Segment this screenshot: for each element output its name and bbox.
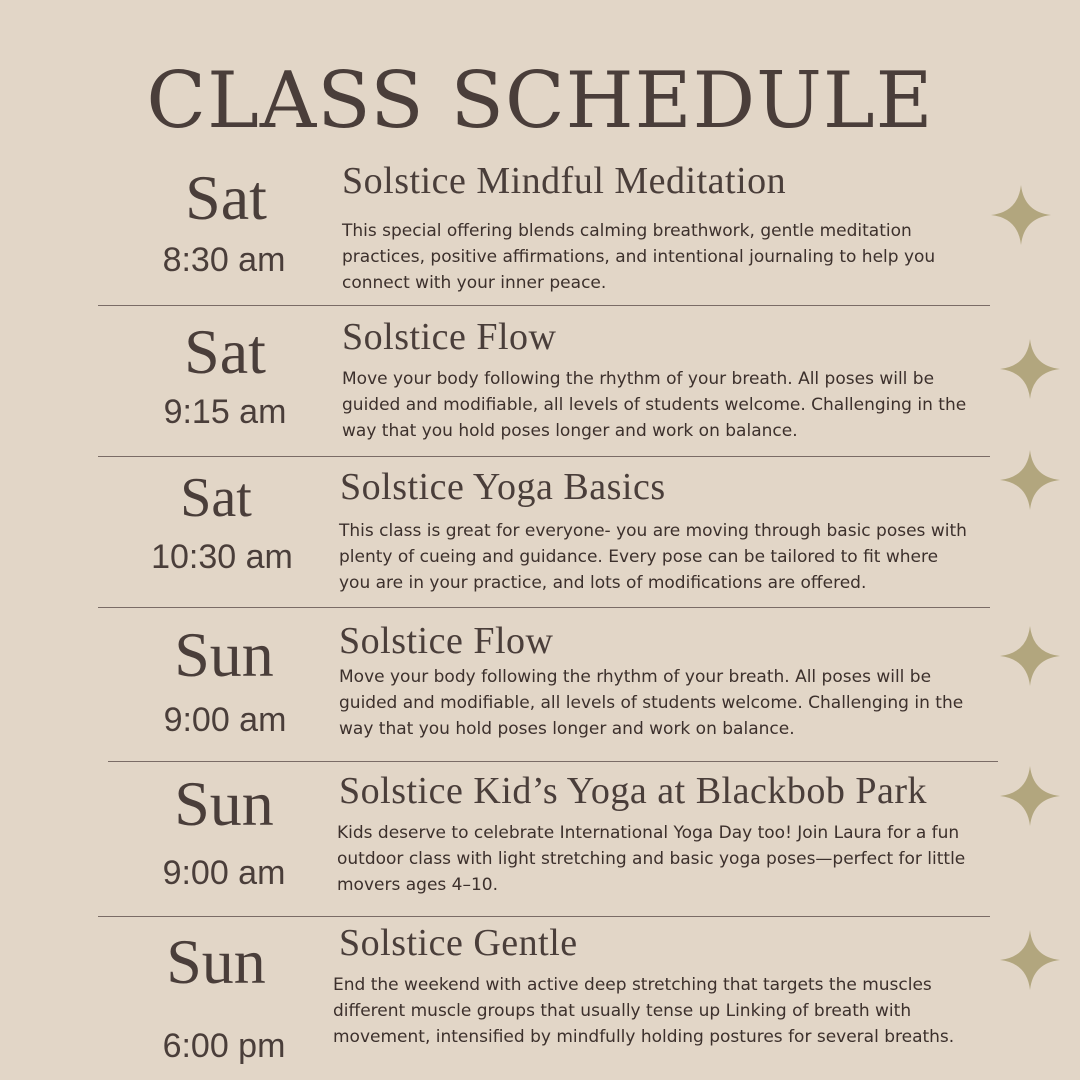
class-description: This special offering blends calming breathwork, gentle meditation practices, positive affirmations, and intentional journaling to help you connect with your inner peace. [342,221,936,293]
divider [98,916,990,917]
class-name: Solstice Mindful Meditation [342,160,787,202]
class-time: 10:30 am [151,538,293,576]
class-time: 9:00 am [163,701,287,739]
divider [108,761,998,762]
sparkle-icon [1000,930,1060,990]
class-day: Sun [174,619,274,690]
class-name: Solstice Flow [339,620,554,662]
sparkle-icon [991,185,1051,245]
divider [98,456,990,457]
class-description: End the weekend with active deep stretching that targets the muscles different muscle groups that usually tense up Linking of breath with movement, intensified by mindfully holding postures for several breaths. [333,975,955,1047]
class-name: Solstice Yoga Basics [340,466,666,508]
class-day: Sun [174,768,274,839]
sparkle-icon [1000,339,1060,399]
divider [98,305,990,306]
sparkle-icon [1000,626,1060,686]
class-description: Move your body following the rhythm of your breath. All poses will be guided and modifiable, all levels of students welcome. Challenging in the way that you hold poses longer and work on balance. [339,667,964,739]
class-time: 9:15 am [163,393,287,431]
class-time: 6:00 pm [162,1027,286,1065]
divider [98,607,990,608]
class-description: Move your body following the rhythm of your breath. All poses will be guided and modifiable, all levels of students welcome. Challenging in the way that you hold poses longer and work on balance. [342,369,967,441]
class-day: Sun [166,926,266,997]
class-day: Sat [185,162,267,233]
class-day: Sat [184,316,266,387]
sparkle-icon [1000,766,1060,826]
class-name: Solstice Flow [342,316,557,358]
page-title: CLASS SCHEDULE [146,56,934,146]
class-description: This class is great for everyone- you are moving through basic poses with plenty of cueing and guidance. Every pose can be tailored to fit where you are in your practice, and lots of modifications are offered. [339,521,967,593]
sparkle-icon [1000,450,1060,510]
class-time: 8:30 am [162,241,286,279]
class-description: Kids deserve to celebrate International Yoga Day too! Join Laura for a fun outdoor class with light stretching and basic yoga poses—perfect for little movers ages 4–10. [337,823,966,895]
class-time: 9:00 am [162,854,286,892]
class-day: Sat [180,467,252,529]
class-name: Solstice Kid’s Yoga at Blackbob Park [339,770,927,812]
class-name: Solstice Gentle [339,922,578,964]
